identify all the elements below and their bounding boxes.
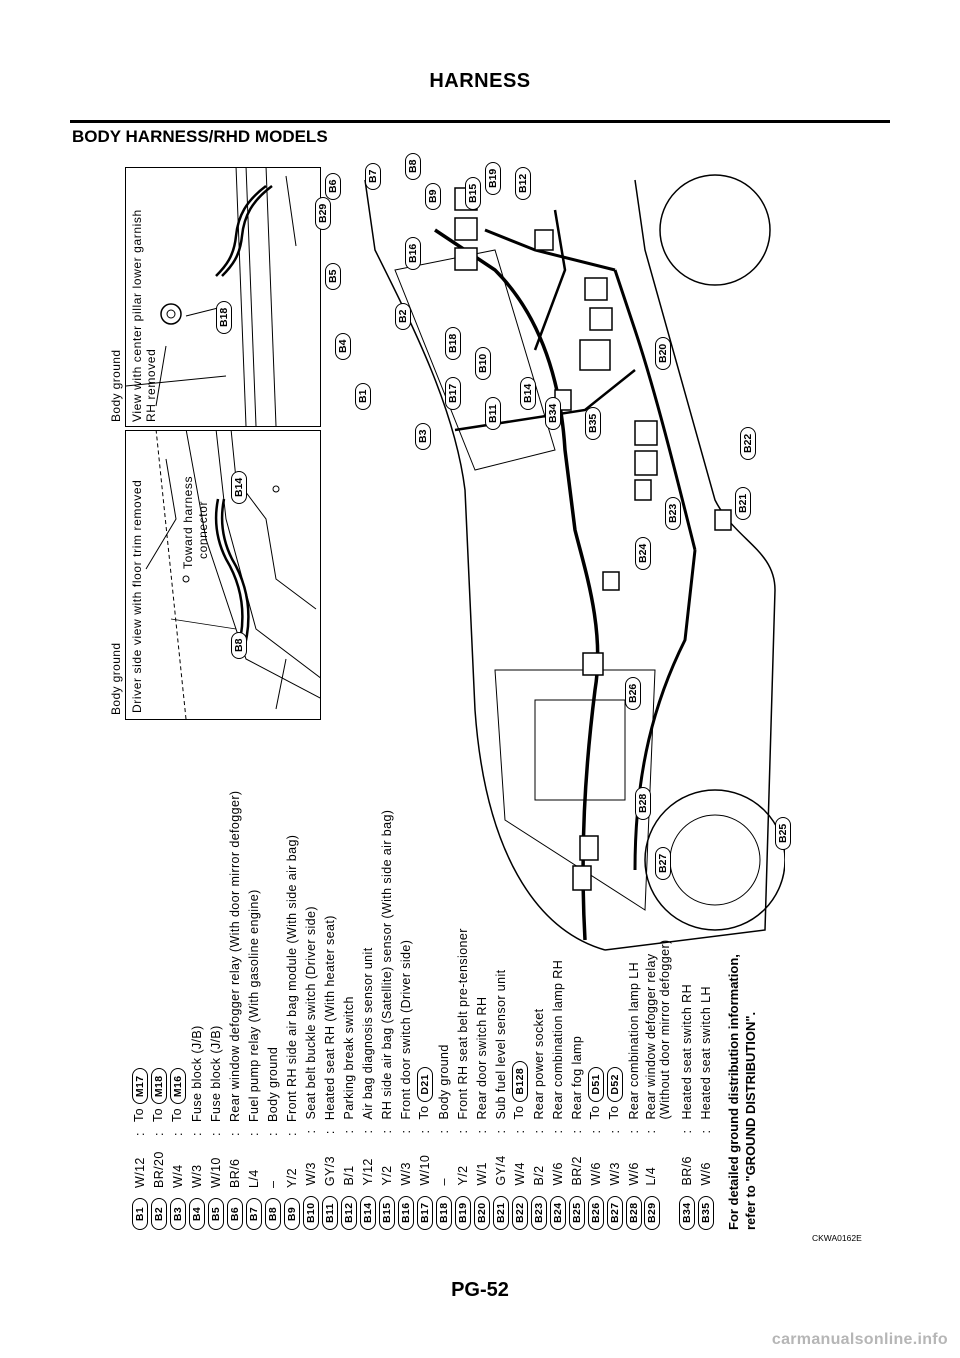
- legend-wire-color: L/4: [246, 1169, 261, 1188]
- legend-ref: D52: [607, 1067, 623, 1101]
- legend-wire-color: Y/12: [360, 1158, 375, 1186]
- legend-code: B25: [569, 1196, 585, 1230]
- legend-code: B10: [303, 1196, 319, 1230]
- callout-b28: B28: [635, 787, 651, 820]
- callout-b5: B5: [325, 263, 341, 290]
- page-number: PG-52: [451, 1279, 509, 1301]
- legend-colon: :: [322, 1130, 337, 1135]
- legend-desc-wrap: [494, 969, 508, 1119]
- legend-wire-color: GY/4: [493, 1155, 508, 1186]
- legend-wire-color: W/3: [303, 1162, 318, 1186]
- legend-code: B26: [588, 1196, 604, 1230]
- legend-wire-color: W/10: [417, 1154, 432, 1186]
- legend-wire-color: GY/3: [322, 1156, 337, 1187]
- legend-desc: Rear combination lamp LH: [626, 961, 641, 1120]
- callout-b34: B34: [545, 397, 561, 430]
- legend-code: B22: [512, 1196, 528, 1230]
- legend-code: B28: [626, 1196, 642, 1230]
- harness-figure: [105, 159, 789, 1230]
- legend-code: B20: [474, 1196, 490, 1230]
- legend-desc-wrap: [247, 889, 261, 1122]
- legend-wire-color: –: [436, 1178, 451, 1186]
- legend-desc: Rear combination lamp RH: [550, 959, 565, 1120]
- legend-wire-color: W/1: [474, 1162, 489, 1186]
- legend-wire-color: W/6: [698, 1162, 713, 1186]
- legend-desc: Front RH side air bag module (With side air bag): [284, 834, 299, 1122]
- legend-colon: :: [626, 1129, 641, 1134]
- legend-code: B18: [436, 1196, 452, 1230]
- legend-wire-color: Y/2: [284, 1168, 299, 1188]
- callout-b11: B11: [485, 397, 501, 430]
- legend-code: B29: [644, 1196, 660, 1230]
- callout-b12: B12: [515, 167, 531, 200]
- legend-ref: M16: [170, 1068, 186, 1104]
- legend-ref: D21: [417, 1067, 433, 1101]
- callout-b29: B29: [315, 197, 331, 230]
- legend-desc: To: [606, 1105, 621, 1120]
- legend-wire-color: W/3: [189, 1164, 204, 1188]
- legend-desc-wrap: [627, 962, 641, 1120]
- callout-b16: B16: [405, 237, 421, 270]
- legend-code: B1: [132, 1198, 148, 1230]
- inset-driver-floor: [125, 430, 321, 720]
- legend-ref: M18: [151, 1068, 167, 1104]
- legend-colon: :: [644, 1129, 658, 1134]
- legend-desc: Fuel pump relay (With gasoline engine): [246, 889, 261, 1122]
- legend-colon: :: [569, 1129, 584, 1134]
- legend-desc-wrap: [285, 835, 299, 1122]
- callout-b17: B17: [445, 377, 461, 410]
- legend-desc-wrap: [170, 1068, 186, 1122]
- legend-wire-color: W/6: [626, 1162, 641, 1186]
- callout-b25: B25: [775, 817, 791, 850]
- legend-desc-wrap: [190, 1025, 204, 1122]
- legend-colon: :: [531, 1129, 546, 1134]
- legend-colon: :: [679, 1129, 694, 1134]
- legend-wire-color: W/3: [607, 1162, 622, 1186]
- legend-desc: Parking break switch: [341, 996, 356, 1120]
- legend-desc-wrap: [361, 947, 375, 1119]
- legend-desc: Rear fog lamp: [569, 1035, 584, 1120]
- legend-colon: :: [170, 1132, 185, 1136]
- footnote-line-1: For detailed ground distribution information,: [726, 954, 741, 1230]
- inset-center-pillar: [125, 167, 321, 427]
- inset-left-caption: Driver side view with floor trim removed: [130, 479, 144, 713]
- legend-desc: To: [131, 1107, 146, 1122]
- legend-desc: Heated seat switch LH: [698, 986, 713, 1120]
- legend-desc-wrap: [607, 1067, 623, 1119]
- legend-colon: :: [550, 1129, 565, 1134]
- callout-b10: B10: [475, 347, 491, 380]
- legend-desc: Body ground: [265, 1046, 280, 1122]
- legend-code: B23: [531, 1196, 547, 1230]
- legend-desc-2: (Without door mirror defogger): [658, 939, 672, 1120]
- footnote-line-2: refer to "GROUND DISTRIBUTION".: [743, 1011, 758, 1230]
- legend-code: B21: [493, 1196, 509, 1230]
- legend-desc-wrap: [512, 1061, 528, 1120]
- legend-colon: :: [284, 1132, 299, 1136]
- legend-colon: :: [588, 1129, 603, 1134]
- legend-desc-wrap: [437, 1044, 451, 1119]
- callout-b6: B6: [325, 173, 341, 200]
- inset-driver-floor-drawing: [126, 430, 321, 719]
- legend-wire-color: Y/2: [379, 1165, 394, 1186]
- legend-code: B24: [550, 1196, 566, 1230]
- legend-desc: Front door switch (Driver side): [398, 939, 413, 1120]
- vehicle-body-drawing: [335, 170, 785, 970]
- legend-colon: :: [189, 1132, 204, 1136]
- legend-desc: Rear door switch RH: [474, 996, 489, 1120]
- legend-colon: :: [398, 1129, 413, 1134]
- callout-b19: B19: [485, 162, 501, 195]
- callout-b7: B7: [365, 163, 381, 190]
- legend-code: B9: [284, 1198, 300, 1230]
- legend-code: B16: [398, 1196, 414, 1230]
- callout-b15: B15: [465, 177, 481, 210]
- callout-b27: B27: [655, 847, 671, 880]
- legend-desc-wrap: [266, 1047, 280, 1122]
- legend-desc: Fuse block (J/B): [208, 1025, 223, 1122]
- legend-colon: :: [436, 1129, 451, 1134]
- callout-b18: B18: [445, 327, 461, 360]
- legend-code: B17: [417, 1196, 433, 1230]
- legend-desc: Heated seat switch RH: [679, 983, 694, 1120]
- legend-colon: :: [698, 1129, 713, 1134]
- inset-left-note-1: Toward harness: [181, 475, 195, 569]
- legend-wire-color: L/4: [644, 1166, 658, 1186]
- header-rule: [70, 120, 890, 123]
- inset-left-note-2: connector: [196, 500, 210, 559]
- legend-wire-color: Y/2: [455, 1165, 470, 1186]
- legend-desc-wrap: [680, 984, 694, 1120]
- legend-colon: :: [132, 1132, 147, 1136]
- callout-b21: B21: [735, 487, 751, 520]
- legend-wire-color: W/6: [588, 1162, 603, 1186]
- legend-colon: :: [303, 1129, 318, 1134]
- figure-code: CKWA0162E: [812, 1233, 862, 1243]
- legend-code: B4: [189, 1198, 205, 1230]
- legend-wire-color: –: [265, 1180, 280, 1188]
- inset-right-caption-2: RH removed: [144, 348, 158, 422]
- legend-ref: D51: [588, 1067, 604, 1101]
- legend-desc: Air bag diagnosis sensor unit: [360, 947, 375, 1120]
- legend-desc: Body ground: [436, 1044, 451, 1120]
- legend-desc-wrap: [209, 1025, 223, 1122]
- legend-code: B3: [170, 1198, 186, 1230]
- legend-wire-color: BR/6: [227, 1158, 242, 1188]
- callout-b8: B8: [405, 153, 421, 180]
- legend-desc-wrap: [551, 960, 565, 1120]
- inset-badge-b8: B8: [231, 632, 247, 659]
- legend-wire-color: W/4: [170, 1164, 185, 1188]
- legend-wire-color: W/3: [398, 1162, 413, 1186]
- legend-code: B2: [151, 1198, 167, 1230]
- legend-desc: Rear window defogger relay (With door mirror defogger): [227, 790, 242, 1122]
- legend-desc-wrap: [228, 791, 242, 1122]
- legend-colon: :: [246, 1132, 261, 1136]
- callout-b1: B1: [355, 383, 371, 410]
- legend-colon: :: [227, 1132, 242, 1136]
- legend-desc: Rear window defogger relay: [644, 953, 658, 1120]
- legend-desc-wrap: [417, 1067, 433, 1119]
- legend-colon: :: [455, 1129, 470, 1134]
- legend-colon: :: [379, 1129, 394, 1134]
- callout-b26: B26: [625, 677, 641, 710]
- legend-wire-color: BR/6: [679, 1156, 694, 1186]
- callout-b9: B9: [425, 183, 441, 210]
- legend-desc-wrap: [588, 1067, 604, 1119]
- callout-b23: B23: [665, 497, 681, 530]
- legend-code: B19: [455, 1196, 471, 1230]
- legend-code: B7: [246, 1198, 262, 1230]
- callout-b3: B3: [415, 423, 431, 450]
- callout-b22: B22: [740, 427, 756, 460]
- legend-colon: :: [341, 1129, 356, 1134]
- inset-right-tag: Body ground: [109, 349, 123, 422]
- legend-code: B35: [698, 1196, 714, 1230]
- ground-footnote: [725, 954, 759, 1230]
- legend-desc-wrap: [151, 1068, 167, 1122]
- legend-wire-color: W/10: [208, 1157, 223, 1188]
- legend-desc: Rear power socket: [531, 1008, 546, 1120]
- legend-wire-color: BR/2: [569, 1156, 584, 1186]
- inset-badge-b14: B14: [231, 471, 247, 504]
- page-header: HARNESS: [429, 70, 531, 92]
- legend-code: B12: [341, 1196, 357, 1230]
- legend-ref: B128: [512, 1061, 528, 1102]
- legend-desc-wrap: [304, 906, 318, 1119]
- legend-colon: :: [417, 1129, 432, 1134]
- callout-b2: B2: [395, 303, 411, 330]
- legend-colon: :: [512, 1129, 527, 1134]
- watermark-text: carmanualsonline.info: [771, 1331, 948, 1348]
- legend-wire-color: W/12: [132, 1157, 147, 1188]
- legend-wire-color: B/2: [531, 1165, 546, 1186]
- legend-wire-color: W/4: [512, 1162, 527, 1186]
- legend-desc: Heated seat RH (With heater seat): [322, 915, 337, 1121]
- inset-right-caption-1: View with center pillar lower garnish: [130, 209, 144, 422]
- legend-code: B11: [322, 1196, 338, 1230]
- legend-desc-wrap: [342, 996, 356, 1119]
- legend-wire-color: W/6: [550, 1162, 565, 1186]
- legend-desc-wrap: [532, 1009, 546, 1120]
- legend-desc: To: [150, 1107, 165, 1122]
- section-title: BODY HARNESS/RHD MODELS: [72, 127, 328, 146]
- callout-b35: B35: [585, 407, 601, 440]
- legend-ref: M17: [132, 1068, 148, 1104]
- legend-wire-color: BR/20: [151, 1151, 166, 1188]
- legend-wire-color: B/1: [341, 1165, 356, 1186]
- legend-desc-wrap: [570, 1036, 584, 1120]
- legend-desc-wrap: [699, 986, 713, 1119]
- legend-desc: Front RH seat belt pre-tensioner: [455, 928, 470, 1120]
- legend-desc: RH side air bag (Satellite) sensor (With side air bag): [379, 809, 394, 1120]
- legend-colon: :: [360, 1129, 375, 1134]
- legend-desc-wrap: [132, 1068, 148, 1122]
- callout-b20: B20: [655, 337, 671, 370]
- legend-desc: To: [587, 1105, 602, 1120]
- legend-desc: To: [416, 1105, 431, 1120]
- legend-desc: To: [511, 1105, 526, 1120]
- legend-colon: :: [474, 1129, 489, 1134]
- vehicle-body-diagram: [317, 159, 789, 970]
- legend-code: B34: [679, 1196, 695, 1230]
- legend-colon: :: [151, 1132, 166, 1136]
- inset-left-tag: Body ground: [109, 642, 123, 715]
- legend-desc: Seat belt buckle switch (Driver side): [303, 906, 318, 1120]
- legend-desc: Sub fuel level sensor unit: [493, 969, 508, 1120]
- legend-code: B8: [265, 1198, 281, 1230]
- legend-desc: Fuse block (J/B): [189, 1025, 204, 1122]
- legend-colon: :: [208, 1132, 223, 1136]
- legend-desc: To: [169, 1107, 184, 1122]
- legend-code: B15: [379, 1196, 395, 1230]
- callout-b24: B24: [635, 537, 651, 570]
- legend-colon: :: [265, 1132, 280, 1136]
- legend-colon: :: [493, 1129, 508, 1134]
- legend-colon: :: [607, 1129, 622, 1134]
- legend-code: B5: [208, 1198, 224, 1230]
- inset-badge-b18: B18: [216, 301, 232, 334]
- legend-code: B27: [607, 1196, 623, 1230]
- legend-code: B14: [360, 1196, 376, 1230]
- callout-b4: B4: [335, 333, 351, 360]
- legend-desc-wrap: [475, 997, 489, 1120]
- legend-code: B6: [227, 1198, 243, 1230]
- callout-b14: B14: [520, 377, 536, 410]
